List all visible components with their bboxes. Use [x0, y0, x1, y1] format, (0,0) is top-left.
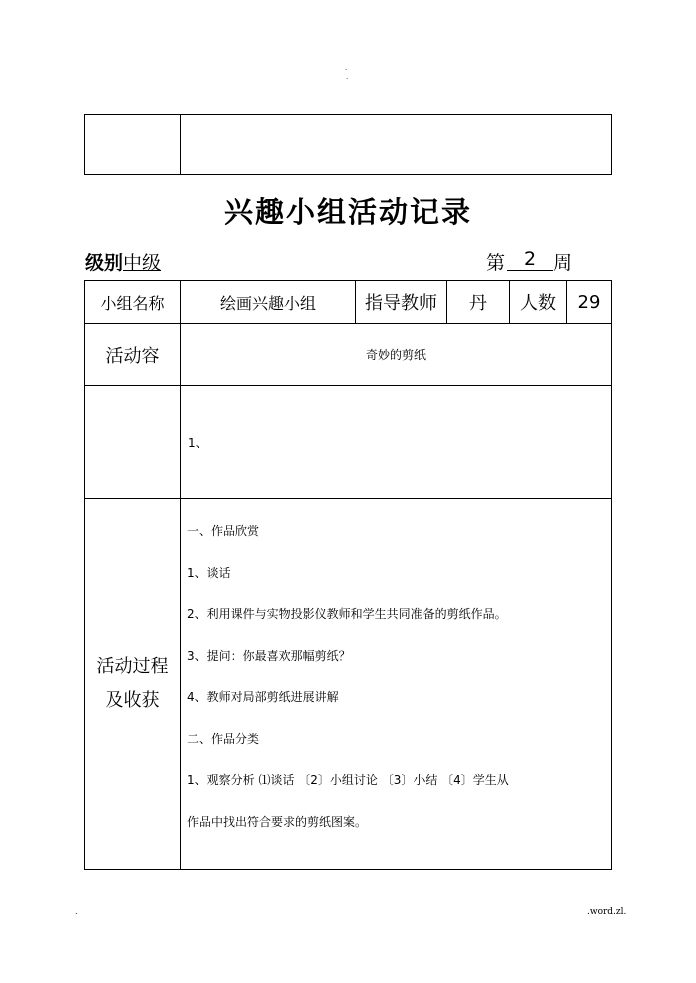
process-line: 4、教师对局部剪纸进展讲解 [187, 690, 339, 704]
process-label [85, 499, 181, 870]
week-prefix: 第 [486, 252, 506, 274]
table-row [85, 324, 612, 386]
process-line: 3、提问：你最喜欢那幅剪纸？ [187, 648, 351, 663]
objectives-value: 1、 [181, 386, 612, 499]
process-line: 一、作品欣赏 [187, 524, 260, 538]
footer-source: .word.zl. [587, 907, 627, 917]
top-blank-cell [181, 115, 612, 175]
process-line: 1、观察分析 ⑴谈话 〔2〕小组讨论 〔3〕小结 〔4〕学生从 [187, 773, 509, 787]
table-row [85, 499, 612, 870]
level-label: 级别 [85, 252, 124, 274]
header-dot: . [345, 64, 348, 72]
process-line: 1、谈话 [187, 565, 231, 580]
count-label: 人数 [510, 281, 567, 324]
objectives-label-cell [85, 386, 181, 499]
process-line: 二、作品分类 [187, 731, 260, 746]
page-title: 兴趣小组活动记录 [223, 195, 472, 229]
top-blank-table [84, 114, 612, 175]
content-label: 活动容 [85, 324, 181, 386]
process-content [181, 499, 612, 870]
teacher-label: 指导教师 [356, 281, 447, 324]
level-value: 中级 [123, 252, 162, 274]
content-value: 奇妙的剪纸 [181, 324, 612, 386]
week-number: 2 [507, 248, 553, 271]
teacher-value: 丹 [447, 281, 510, 324]
activity-record-table [84, 280, 612, 870]
week-suffix: 周 [553, 252, 573, 274]
table-row [85, 281, 612, 324]
process-line: 作品中找出符合要求的剪纸图案。 [187, 814, 368, 829]
process-line: 2、利用课件与实物投影仪教师和学生共同准备的剪纸作品。 [187, 607, 507, 621]
count-value: 29 [567, 281, 612, 324]
process-label-line: 及收获 [105, 690, 160, 711]
group-name-label: 小组名称 [85, 281, 181, 324]
header-dot: . [346, 73, 349, 81]
top-blank-cell [85, 115, 181, 175]
table-row [85, 386, 612, 499]
footer-dot: . [75, 907, 78, 916]
group-name-value: 绘画兴趣小组 [181, 281, 356, 324]
process-label-line: 活动过程 [96, 656, 169, 677]
